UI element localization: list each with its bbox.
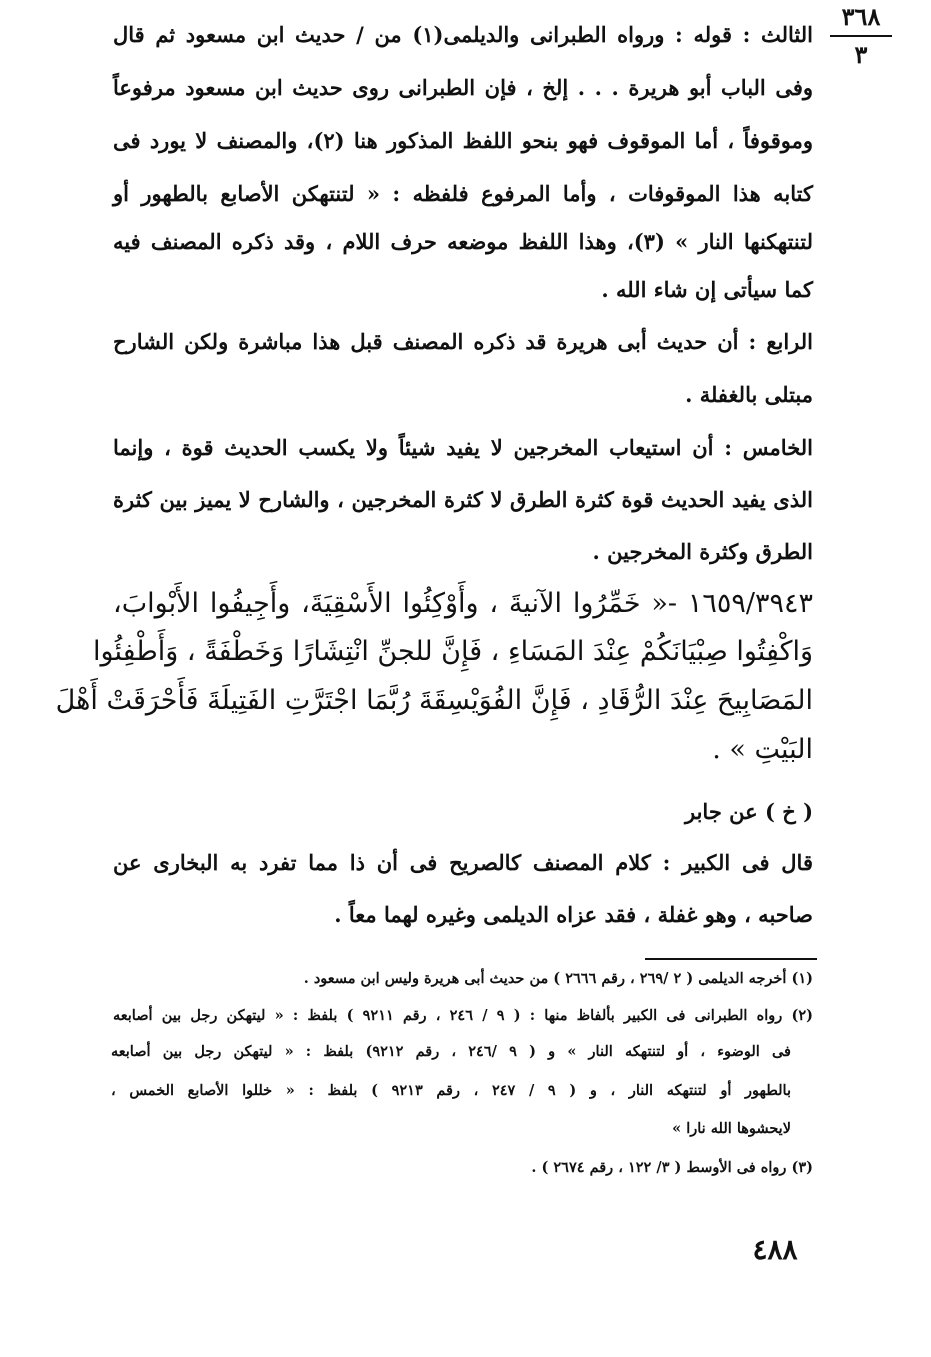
hadith-line-4: البَيْتِ » .: [712, 734, 813, 765]
third-line-3: وموقوفاً ، أما الموقوف فهو بنحو اللفظ المذكور هنا (٢)، والمصنف لا يورد فى: [113, 128, 814, 153]
kabir-line-2: صاحبه ، وهو غفلة ، فقد عزاه الديلمى وغيره لهما معاً .: [334, 902, 813, 927]
third-line-5: لتنتهكنها النار » (٣)، وهذا اللفظ موضعه حرف اللام ، وقد ذكره المصنف فيه: [113, 229, 813, 254]
third-line-6: كما سيأتى إن شاء الله .: [601, 277, 813, 302]
hadith-line-2: وَاكْفِتُوا صِبْيَانَكُمْ عِنْدَ المَسَاءِ ، فَإِنَّ للجنِّ انْتِشَارًا وَخَطْفَةً ، وَأَطْفِئُوا: [93, 636, 813, 667]
footnote-1: (١) أخرجه الديلمى ( ٢ /٢٦٩ ، رقم ٢٦٦٦ ) من حديث أبى هريرة وليس ابن مسعود .: [303, 970, 813, 987]
page-number: ٤٨٨: [752, 1233, 798, 1266]
hadith-line-1: ١٦٥٩/٣٩٤٣ -« خَمِّرُوا الآنيةَ ، وأَوْكِئُوا الأَسْقِيَةَ، وأَجِيفُوا الأَبْوابَ،: [113, 588, 813, 619]
margin-divider: [830, 35, 892, 37]
third-line-2: وفى الباب أبو هريرة . . . إلخ ، فإن الطبرانى روى حديث ابن مسعود مرفوعاً: [113, 75, 813, 100]
footnote-2-line-3: بالطهور أو لتنتهكه النار ، و ( ٩ / ٢٤٧ ، رقم ٩٢١٣ ) بلفظ : « خللوا الأصابع الخمس ،: [111, 1082, 791, 1099]
margin-ref-bottom: ٣: [854, 40, 868, 69]
hadith-source: ( خ ) عن جابر: [685, 799, 813, 824]
footnote-divider: [645, 958, 817, 960]
fifth-line-2: الذى يفيد الحديث قوة كثرة الطرق لا كثرة المخرجين ، والشارح لا يميز بين كثرة: [113, 487, 813, 512]
fifth-line-1: الخامس : أن استيعاب المخرجين لا يفيد شيئاً ولا يكسب الحديث قوة ، وإنما: [113, 435, 813, 460]
footnote-2-line-4: لايحشوها الله نارا »: [672, 1120, 791, 1137]
footnote-3: (٣) رواه فى الأوسط ( ٣/ ١٢٢ ، رقم ٢٦٧٤ ) .: [531, 1159, 813, 1176]
footnote-2-line-2: فى الوضوء ، أو لتنتهكه النار » و ( ٩ /٢٤٦ ، رقم ٩٢١٢) بلفظ : « ليتهكن رجل بين أصابعه: [111, 1043, 791, 1060]
hadith-line-3: المَصَابِيحَ عِنْدَ الرُّقَادِ ، فَإِنَّ الفُوَيْسِقَةَ رُبَّمَا اجْتَرَّتِ الفَتِيلَةَ فَأَحْرَقَتْ أَهْلَ: [55, 685, 813, 716]
kabir-line-1: قال فى الكبير : كلام المصنف كالصريح فى أن ذا مما تفرد به البخارى عن: [113, 850, 813, 875]
third-line-1: الثالث : قوله : ورواه الطبرانى والديلمى(١) من / حديث ابن مسعود ثم قال: [113, 22, 813, 47]
fourth-line-1: الرابع : أن حديث أبى هريرة قد ذكره المصنف قبل هذا مباشرة ولكن الشارح: [113, 329, 813, 354]
fifth-line-3: الطرق وكثرة المخرجين .: [592, 539, 813, 564]
margin-ref-top: ٣٦٨: [841, 2, 881, 31]
footnote-2-line-1: (٢) رواه الطبرانى فى الكبير بألفاظ منها : ( ٩ / ٢٤٦ ، رقم ٩٢١١ ) بلفظ : « ليتهكن رجل بين أصابعه: [113, 1007, 813, 1024]
third-line-4: كتابه هذا الموقوفات ، وأما المرفوع فلفظه : « لتنتهكن الأصابع بالطهور أو: [113, 181, 813, 206]
fourth-line-2: مبتلى بالغفلة .: [685, 382, 813, 407]
